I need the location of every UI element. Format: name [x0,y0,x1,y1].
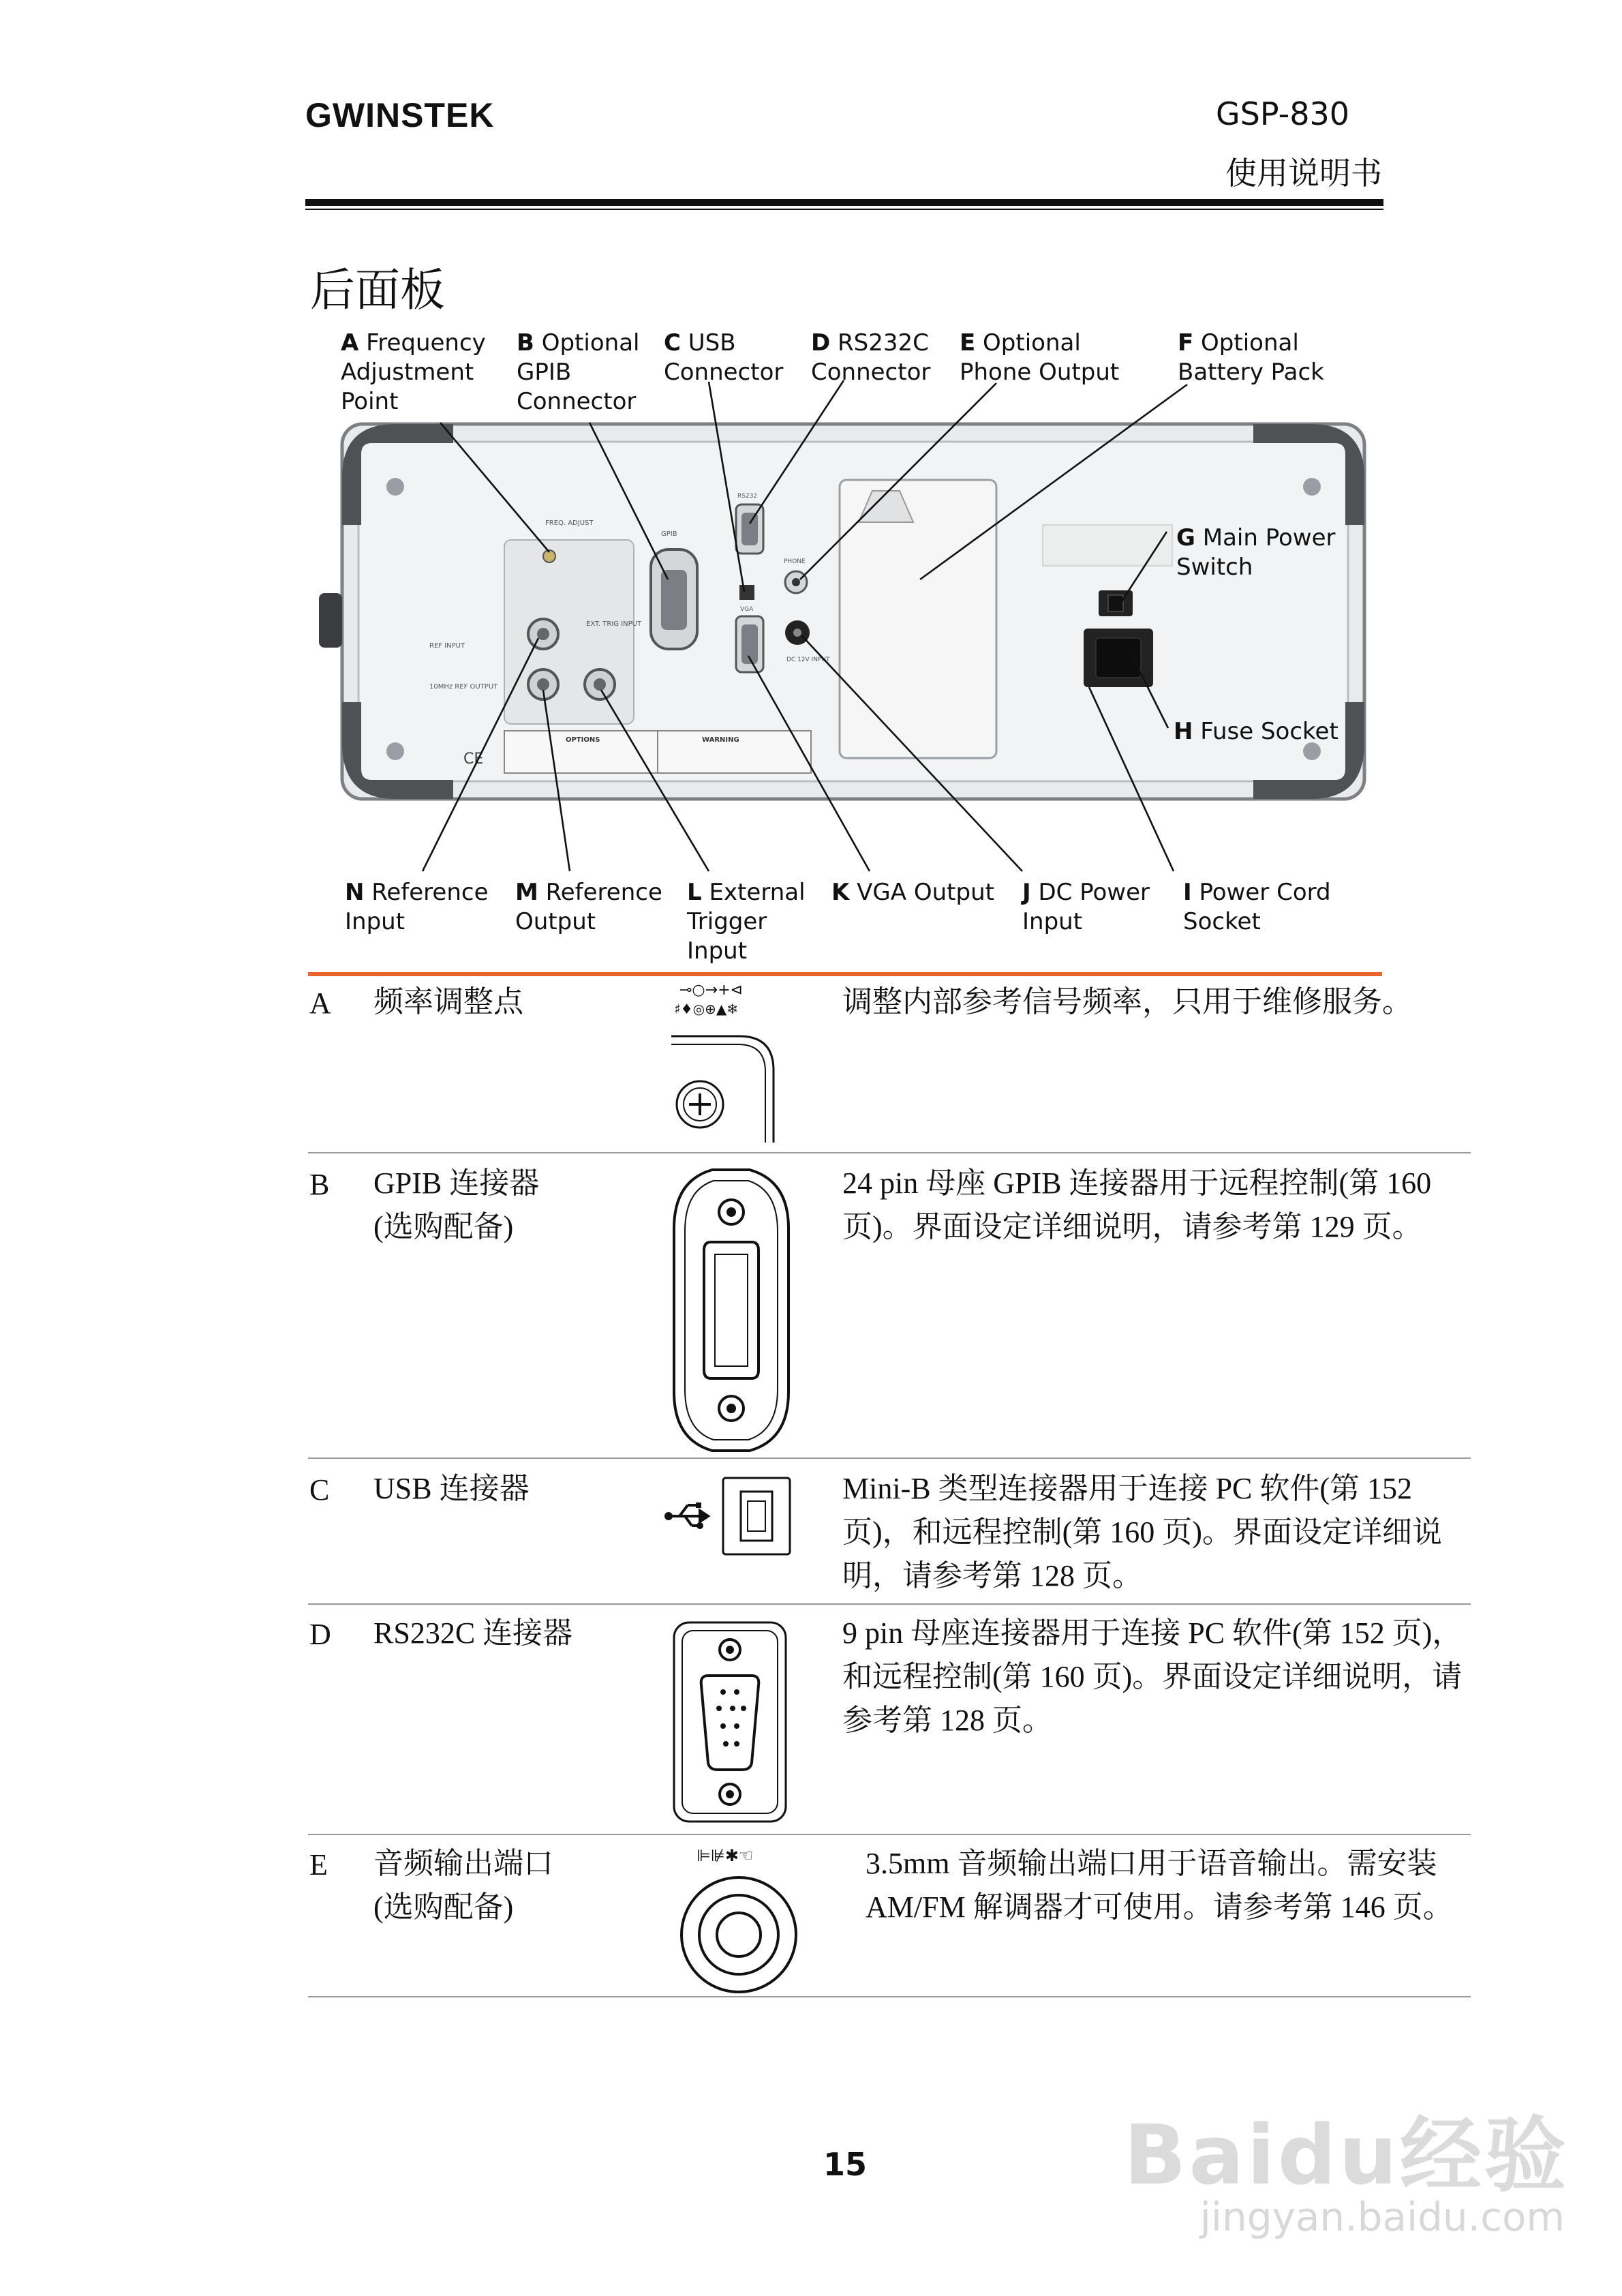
rs232-label: RS232 [737,493,758,500]
callout-b: B Optional GPIB Connector [517,329,640,415]
row-separator [308,1603,1471,1605]
icon-caption-a2: ♯♦◎⊕▲❄ [674,1001,738,1017]
warning-label: WARNING [702,736,739,744]
vga-label: VGA [740,606,754,613]
row-d-name: RS232C 连接器 [373,1616,573,1650]
callout-e: E Optional Phone Output [960,329,1120,386]
callout-j: J DC Power Input [1022,879,1150,935]
row-separator [308,1152,1471,1153]
row-separator [308,1996,1471,1997]
callout-a: A Frequency Adjustment Point [341,329,486,415]
callout-f: F Optional Battery Pack [1178,329,1324,386]
options-label: OPTIONS [566,736,600,744]
gpib-label: GPIB [661,530,677,538]
row-e-letter: E [309,1848,328,1882]
rear-panel-illustration [307,320,1383,975]
brand-logo: GWINSTEK [305,96,495,134]
row-e-desc: 3.5mm 音频输出端口用于语音输出。需安装 AM/FM 解调器才可使用。请参考第 146 页。 [866,1847,1453,1924]
icon-caption-a1: ⊸○→+⊲ [679,982,743,999]
freq-adjust-icon [664,982,787,1145]
usb-connector-icon [664,1474,794,1558]
rs232c-connector-icon [671,1620,789,1824]
callout-k: K VGA Output [831,879,994,906]
row-a-letter: A [309,986,331,1020]
row-b-desc: 24 pin 母座 GPIB 连接器用于远程控制(第 160 页)。界面设定详细说明，请参考第 129 页。 [842,1166,1432,1243]
row-separator [308,1457,1471,1459]
figure-separator [308,972,1382,976]
row-c-desc: Mini-B 类型连接器用于连接 PC 软件(第 152 页)，和远程控制(第 160 页)。界面设定详细说明，请参考第 128 页。 [842,1472,1442,1592]
row-b-letter: B [309,1168,330,1201]
header-rule-thin [305,209,1383,210]
page-number: 15 [823,2146,868,2183]
callout-g: G Main Power Switch [1176,524,1336,581]
row-c-letter: C [309,1473,330,1507]
row-b-name: GPIB 连接器 (选购配备) [373,1166,540,1243]
manual-subtitle: 使用说明书 [1225,155,1382,192]
callout-c: C USB Connector [664,329,784,386]
phone-output-icon [676,1846,799,1996]
ref-input-label: REF INPUT [429,642,465,650]
callout-h: H Fuse Socket [1174,718,1338,745]
row-e-name: 音频输出端口 (选购配备) [373,1847,553,1924]
ext-trig-label: EXT. TRIG INPUT [586,620,642,628]
icon-caption-e1: ⊫⊯✱☜ [697,1846,754,1865]
watermark-url: jingyan.baidu.com [1199,2194,1565,2240]
callout-l: L External Trigger Input [687,879,806,965]
model-name: GSP-830 [1216,95,1349,132]
callout-n: N Reference Input [345,879,489,935]
ref-output-label: 10MHz REF OUTPUT [429,683,498,691]
gpib-connector-icon [671,1167,791,1453]
callout-i: I Power Cord Socket [1183,879,1331,935]
callout-m: M Reference Output [515,879,662,935]
watermark-logo: Baidu经验 [1124,2109,1569,2203]
phone-label: PHONE [784,558,806,565]
row-d-letter: D [309,1618,331,1651]
row-d-desc: 9 pin 母座连接器用于连接 PC 软件(第 152 页)，和远程控制(第 160 页)。界面设定详细说明，请参考第 128 页。 [842,1616,1463,1737]
freq-adjust-label: FREQ. ADJUST [545,519,594,527]
rear-panel-figure [307,320,1383,975]
ce-mark: CE [463,751,484,768]
row-a-name: 频率调整点 [373,985,523,1018]
section-title: 后面板 [310,264,445,316]
row-separator [308,1834,1471,1835]
header-rule [305,199,1383,206]
dc-input-label: DC 12V INPUT [786,656,830,663]
callout-d: D RS232C Connector [811,329,931,386]
row-c-name: USB 连接器 [373,1472,530,1505]
row-a-desc: 调整内部参考信号频率，只用于维修服务。 [842,985,1412,1018]
